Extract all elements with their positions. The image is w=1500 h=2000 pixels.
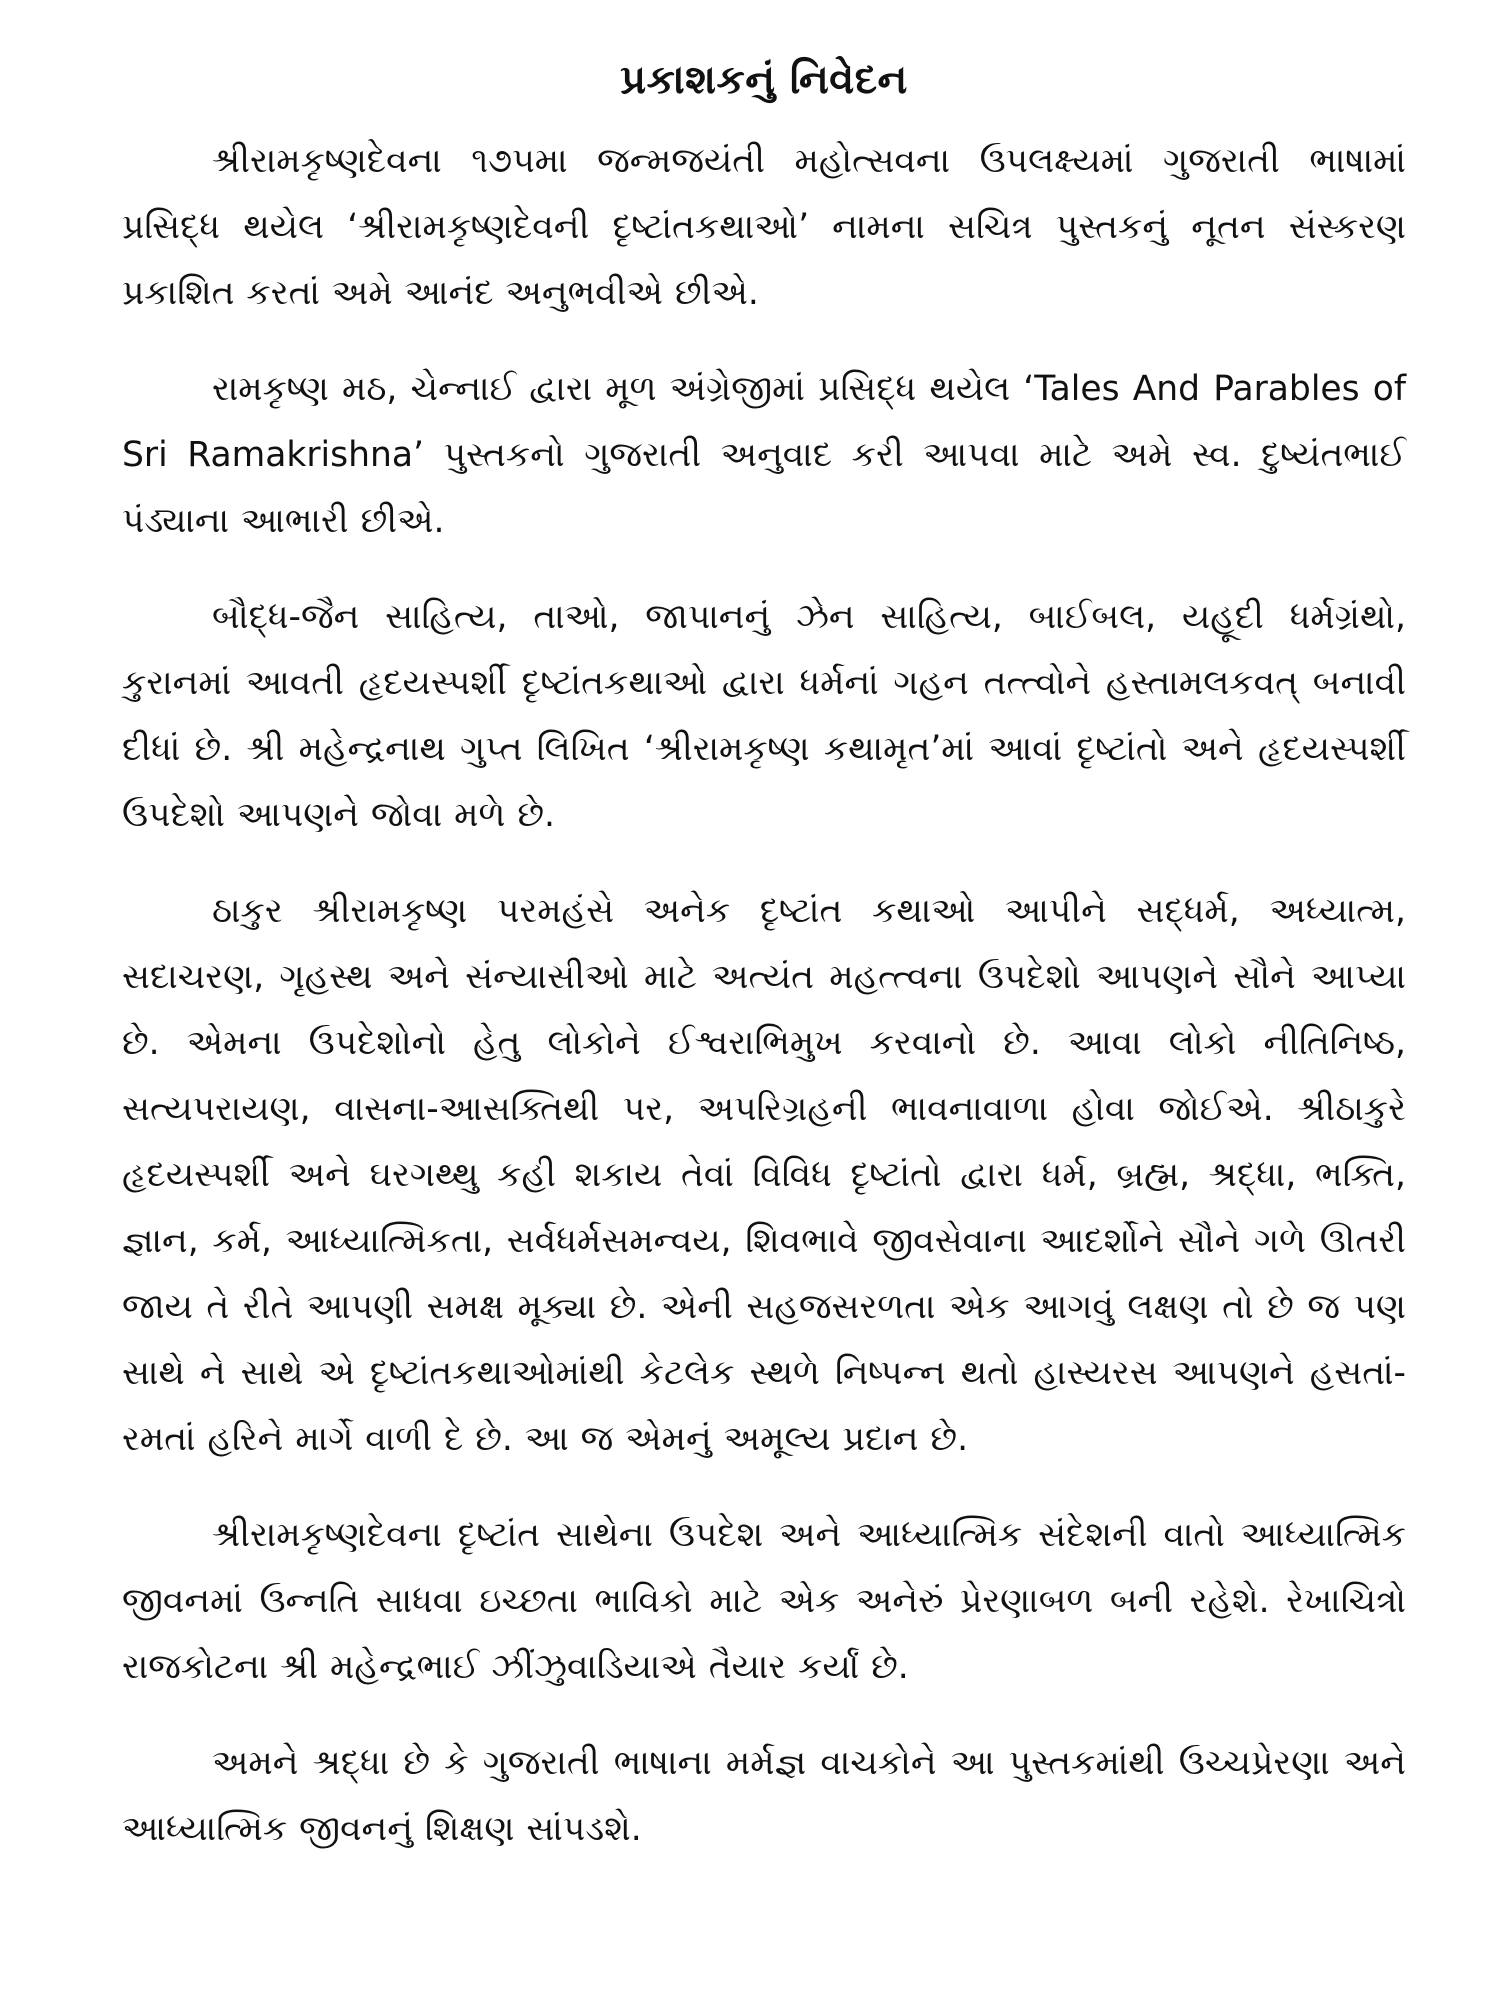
paragraph-2: રામકૃષ્ણ મઠ, ચેન્નાઈ દ્વારા મૂળ અંગ્રેજીમાં પ્રસિદ્ધ થયેલ ‘Tales And Parables of Sri Ramakrishna’ પુસ્તકનો ગુજરાતી અનુવાદ કરી આપવા માટે અમે સ્વ. દુષ્યંતભાઈ પંડ્યાના આભારી છીએ. [122,369,1406,541]
paragraph-6: અમને શ્રદ્ધા છે કે ગુજરાતી ભાષાના મર્મજ્ઞ વાચકોને આ પુસ્તકમાંથી ઉચ્ચપ્રેરણા અને આધ્યાત્મિક જીવનનું શિક્ષણ સાંપડશે. [122,1743,1406,1849]
paragraph-5: શ્રીરામકૃષ્ણદેવના દૃષ્ટાંત સાથેના ઉપદેશ અને આધ્યાત્મિક સંદેશની વાતો આધ્યાત્મિક જીવનમાં ઉન્નતિ સાધવા ઇચ્છતા ભાવિકો માટે એક અનેરું પ્રેરણાબળ બની રહેશે. રેખાચિત્રો રાજકોટના શ્રી મહેન્દ્રભાઈ ઝીંઝુવાડિયાએ તૈયાર કર્યાં છે. [122,1515,1406,1687]
paragraph-1: શ્રીરામકૃષ્ણદેવના ૧૭૫મા જન્મજયંતી મહોત્સવના ઉપલક્ષ્યમાં ગુજરાતી ભાષામાં પ્રસિદ્ધ થયેલ ‘શ્રીરામકૃષ્ણદેવની દૃષ્ટાંતકથાઓ’ નામના સચિત્ર પુસ્તકનું નૂતન સંસ્કરણ પ્રકાશિત કરતાં અમે આનંદ અનુભવીએ છીએ. [122,141,1406,313]
page-title: પ્રકાશકનું નિવેદન [620,57,908,103]
paragraph-3: બૌદ્ધ-જૈન સાહિત્ય, તાઓ, જાપાનનું ઝેન સાહિત્ય, બાઈબલ, યહૂદી ધર્મગ્રંથો, કુરાનમાં આવતી હૃદયસ્પર્શી દૃષ્ટાંતકથાઓ દ્વારા ધર્મનાં ગહન તત્ત્વોને હસ્તામલકવત્ બનાવી દીધાં છે. શ્રી મહેન્દ્રનાથ ગુપ્ત લિખિત ‘શ્રીરામકૃષ્ણ કથામૃત’માં આવાં દૃષ્ટાંતો અને હૃદયસ્પર્શી ઉપદેશો આપણને જોવા મળે છે. [122,597,1406,835]
paragraph-4: ઠાકુર શ્રીરામકૃષ્ણ પરમહંસે અનેક દૃષ્ટાંત કથાઓ આપીને સદ્ધર્મ, અધ્યાત્મ, સદાચરણ, ગૃહસ્થ અને સંન્યાસીઓ માટે અત્યંત મહત્ત્વના ઉપદેશો આપણને સૌને આપ્યા છે. એમના ઉપદેશોનો હેતુ લોકોને ઈશ્વરાભિમુખ કરવાનો છે. આવા લોકો નીતિનિષ્ઠ, સત્યપરાયણ, વાસના-આસક્તિથી પર, અપરિગ્રહની ભાવનાવાળા હોવા જોઈએ. શ્રીઠાકુરે હૃદયસ્પર્શી અને ઘરગથ્થુ કહી શકાય તેવાં વિવિધ દૃષ્ટાંતો દ્વારા ધર્મ, બ્રહ્મ, શ્રદ્ધા, ભક્તિ, જ્ઞાન, કર્મ, આધ્યાત્મિકતા, સર્વધર્મસમન્વય, શિવભાવે જીવસેવાના આદર્શોને સૌને ગળે ઊતરી જાય તે રીતે આપણી સમક્ષ મૂક્યા છે. એની સહજસરળતા એક આગવું લક્ષણ તો છે જ પણ સાથે ને સાથે એ દૃષ્ટાંતકથાઓમાંથી કેટલેક સ્થળે નિષ્પન્ન થતો હાસ્યરસ આપણને હસતાં-રમતાં હરિને માર્ગે વાળી દે છે. આ જ એમનું અમૂલ્ય પ્રદાન છે. [122,891,1406,1459]
